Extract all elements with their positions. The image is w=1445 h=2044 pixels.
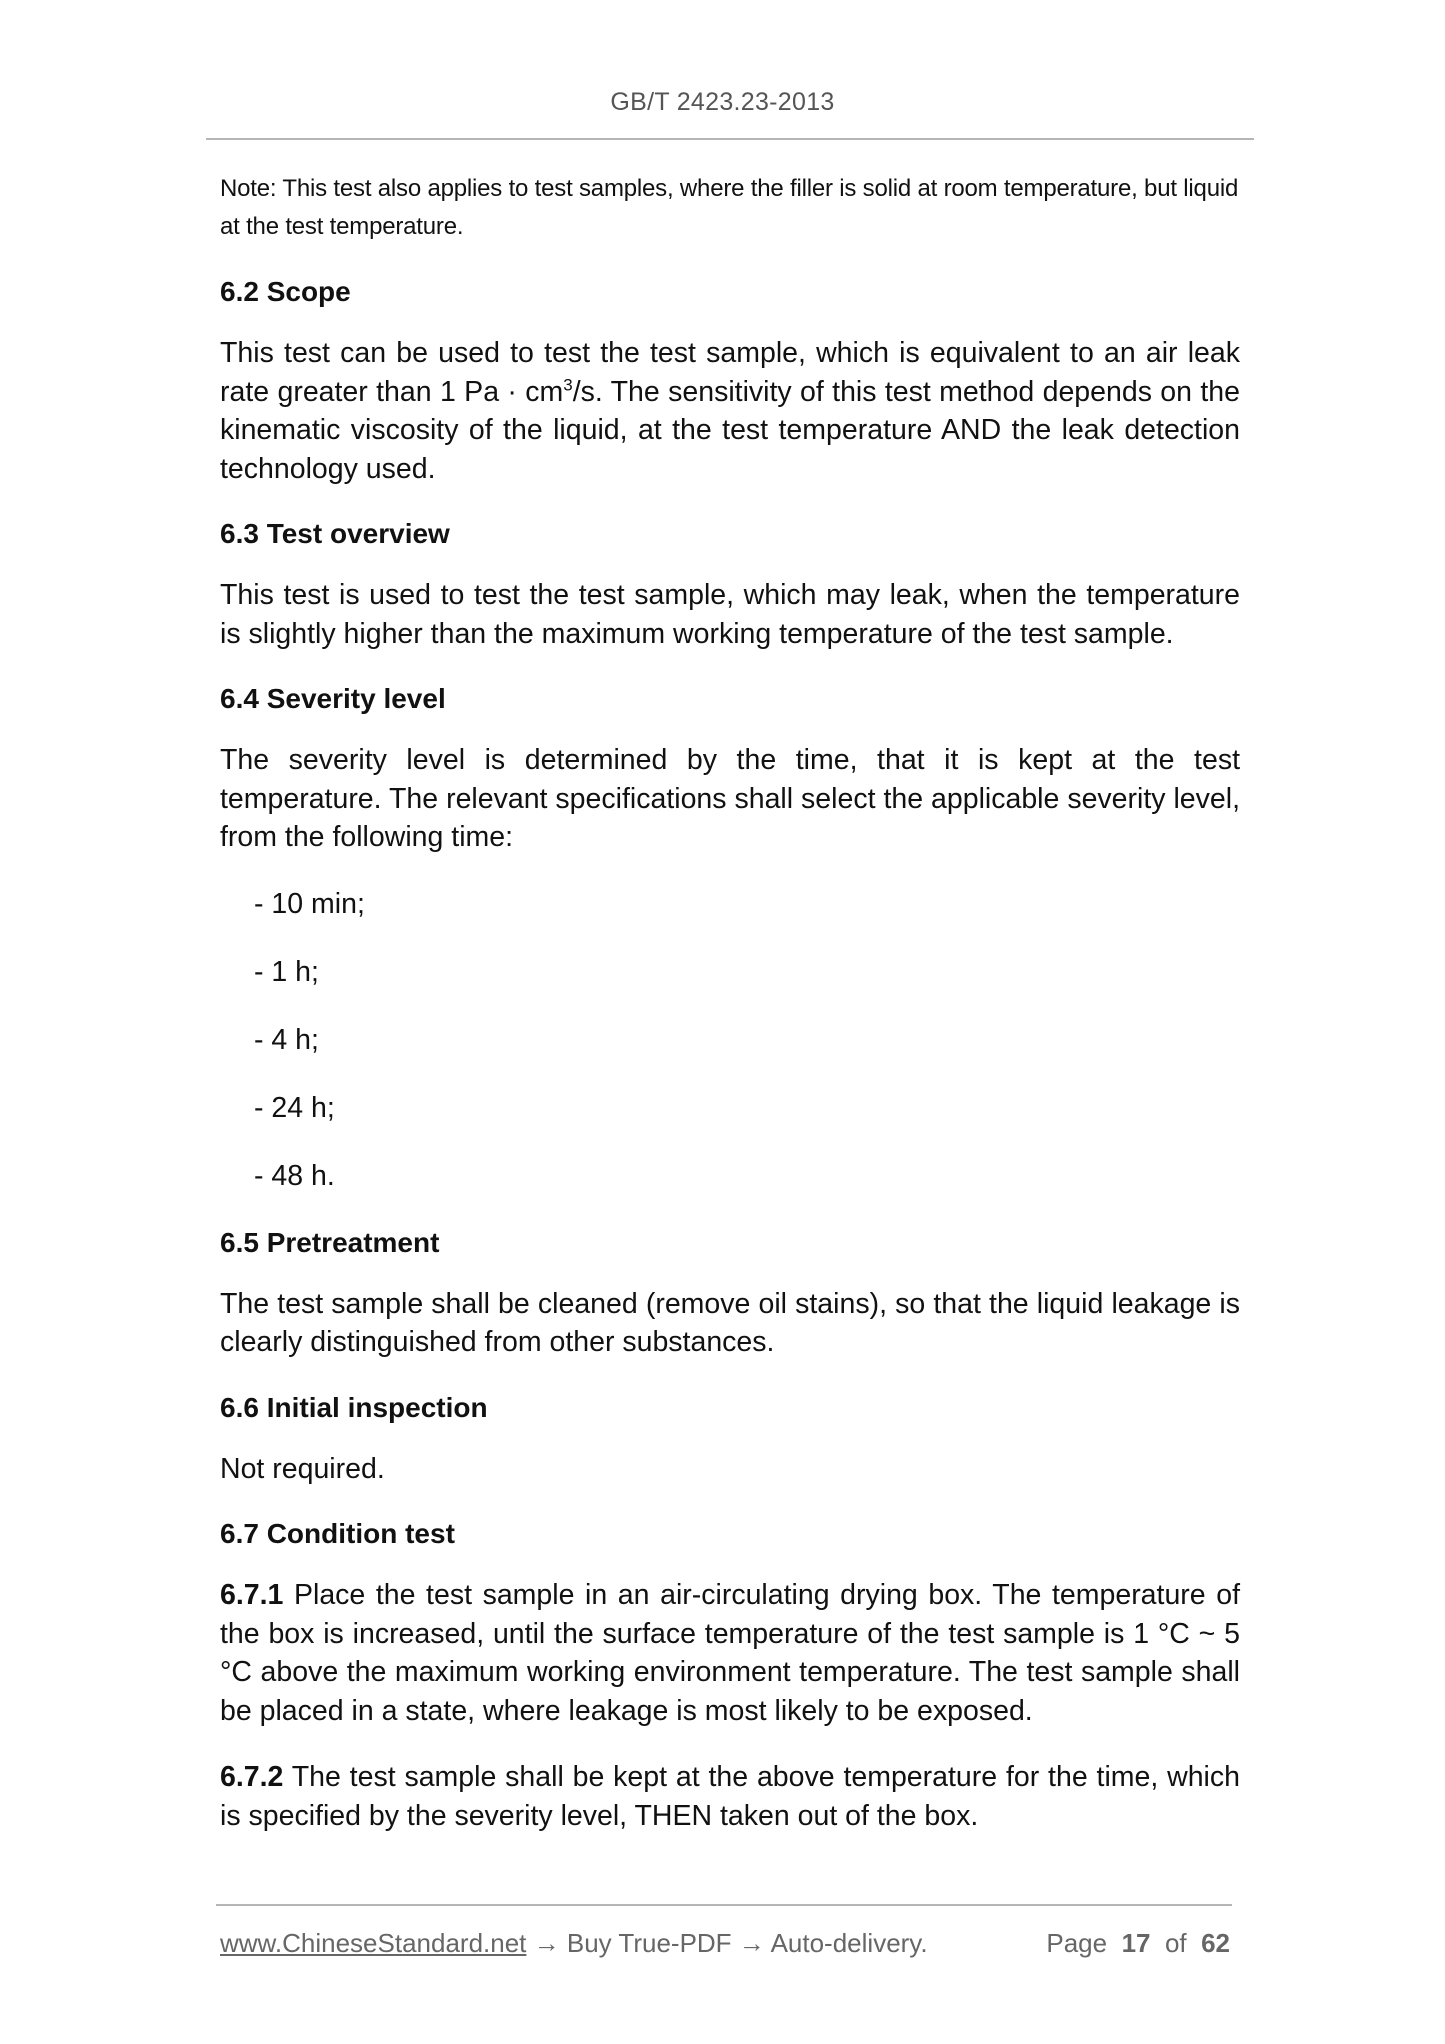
scope-text-part2: /s. The sensitivity of this test method depends on the kinematic viscosity of the liquid, at the test temperature AND the leak detection technology used. [220,375,1240,485]
footer-promo [220,1926,928,1960]
section-text-scope [220,334,1240,488]
severity-item-10min: - 10 min; [254,887,365,920]
clause-text-6-7-1: Place the test sample in an air-circulating drying box. The temperature of the box is increased, until the surface temperature of the test sample is 1 °C ~ 5 °C above the maximum working environment temperature. The test sample shall be placed in a state, where leakage is most likely to be exposed. [220,1579,1240,1727]
clause-6-7-2 [220,1758,1240,1835]
clause-number-6-7-2: 6.7.2 [220,1761,284,1793]
page-label: Page [1046,1928,1108,1958]
section-heading-initial-inspection: 6.6 Initial inspection [220,1391,488,1423]
page-indicator [1046,1926,1230,1960]
severity-item-1h: - 1 h; [254,955,319,988]
footer-promo-text: → Buy True-PDF → Auto-delivery. [526,1928,928,1958]
section-text-initial-inspection: Not required. [220,1452,385,1485]
clause-text-6-7-2: The test sample shall be kept at the above temperature for the time, which is specified by the severity level, THEN taken out of the box. [220,1761,1240,1832]
section-text-pretreatment: The test sample shall be cleaned (remove oil stains), so that the liquid leakage is clearly distinguished from other substances. [220,1287,1240,1358]
severity-item-48h: - 48 h. [254,1159,335,1192]
section-heading-overview: 6.3 Test overview [220,518,450,549]
header-divider [206,138,1254,140]
section-heading-pretreatment: 6.5 Pretreatment [220,1226,440,1258]
section-heading-condition-test: 6.7 Condition test [220,1518,455,1549]
section-heading-severity: 6.4 Severity level [220,683,446,714]
page-total: 62 [1201,1928,1230,1958]
website-link[interactable]: www.ChineseStandard.net [220,1928,527,1958]
scope-text-part1: This test can be used to test the test sample, which is equivalent to an air leak rate greater than 1 Pa · cm [220,337,1240,408]
of-label: of [1164,1928,1187,1958]
footer-divider [216,1904,1232,1906]
section-text-severity: The severity level is determined by the time, that it is kept at the test temperature. The relevant specifications shall select the applicable severity level, from the following time: [220,744,1240,853]
page-current: 17 [1121,1928,1151,1958]
section-heading-scope: 6.2 Scope [220,276,351,307]
clause-number-6-7-1: 6.7.1 [220,1579,284,1611]
note-text: Note: This test also applies to test samples, where the filler is solid at room temperature, but liquid at the test temperature. [220,175,1239,240]
severity-item-4h: - 4 h; [254,1023,319,1056]
document-code-header: GB/T 2423.23-2013 [610,88,835,116]
severity-item-24h: - 24 h; [254,1091,335,1124]
section-text-overview: This test is used to test the test sample, which may leak, when the temperature is slightly higher than the maximum working temperature of the test sample. [220,579,1240,650]
page-body [220,170,1240,1863]
clause-6-7-1 [220,1576,1240,1730]
superscript-3: 3 [563,375,573,394]
